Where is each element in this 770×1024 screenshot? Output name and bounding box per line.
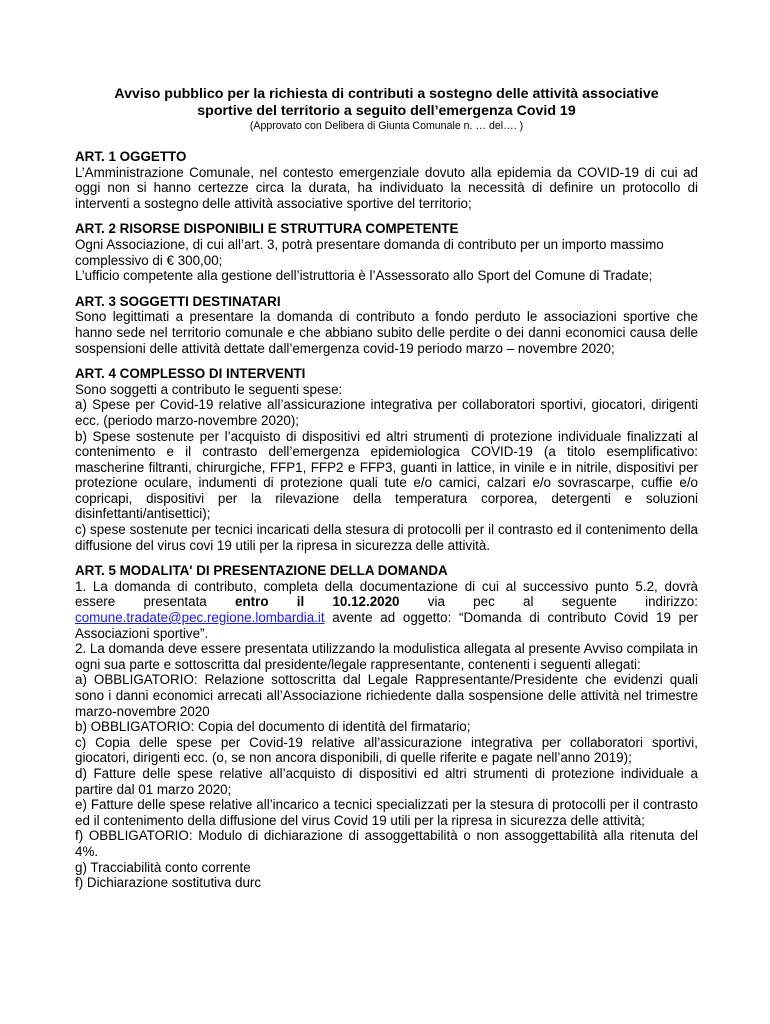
- art5-word: seguente: [561, 594, 617, 610]
- art5-word: presentata: [143, 594, 207, 610]
- art5-word: indirizzo:: [645, 594, 698, 610]
- art5-p1-subject: avente ad oggetto: “Domanda di contributo Covid 19 per Associazioni sportive”.: [75, 610, 698, 641]
- attachment-item-f2: f) Dichiarazione sostitutiva durc: [75, 875, 262, 891]
- art1-text: L’Amministrazione Comunale, nel contesto emergenziale dovuto alla epidemia da COVID-19 di cui ad oggi non si hanno certezze circa la durata, ha individuato la necessità di definire un protocollo di interventi a sostegno delle attività associative sportive del territorio;: [75, 164, 698, 211]
- attachment-item-a: a) OBBLIGATORIO: Relazione sottoscritta dal Legale Rappresentante/Presidente che evidenzi quali sono i danni economici arrecati all’Associazione richiedente dalla sospensione delle attività nel trimestre marzo-novembre 2020: [75, 672, 698, 719]
- art5-word: pec: [473, 594, 495, 610]
- art5-p1-line2: [75, 594, 698, 610]
- art2-paragraph-2: L’ufficio competente alla gestione dell’istruttoria è l’Assessorato allo Sport del Comune di Tradate;: [75, 268, 653, 284]
- art2-paragraph-1: Ogni Associazione, di cui all’art. 3, potrà presentare domanda di contributo per un importo massimo complessivo di € 300,00;: [75, 236, 664, 268]
- art4-item-b: b) Spese sostenute per l’acquisto di dispositivi ed altri strumenti di protezione individuale finalizzati al contenimento e il contrasto dell’emergenza epidemiologica COVID-19 (a titolo esemplificativo: mascherine filtranti, chirurgiche, FFP1, FFP2 e FFP3, guanti in lattice, in vinile e in nitrile, dispositivi per protezione oculare, indumenti di protezione quali tute e/o camici, calzari e/o sovrascarpe, cuffie e/o copricapi, dispositivi per la rilevazione della temperatura corporea, detergenti e soluzioni disinfettanti/antisettici);: [75, 428, 698, 522]
- art2-title: ART. 2 RISORSE DISPONIBILI E STRUTTURA COMPETENTE: [75, 221, 459, 237]
- attachment-item-g: g) Tracciabilità conto corrente: [75, 859, 251, 875]
- pec-email-link[interactable]: comune.tradate@pec.regione.lombardia.it: [75, 610, 325, 626]
- art5-p1-line1: 1. La domanda di contributo, completa della documentazione di cui al successivo punto 5.2, dovrà: [75, 578, 698, 594]
- document-page: [75, 86, 698, 901]
- art3-title: ART. 3 SOGGETTI DESTINATARI: [75, 293, 281, 309]
- art4-item-a: a) Spese per Covid-19 relative all’assicurazione integrativa per collaboratori sportivi, giocatori, dirigenti ecc. (periodo marzo-novembre 2020);: [75, 397, 698, 428]
- attachment-item-f: f) OBBLIGATORIO: Modulo di dichiarazione di assoggettabilità o non assoggettabilità alla ritenuta del 4%.: [75, 828, 698, 859]
- document-title-line2: sportive del territorio a seguito dell’emergenza Covid 19: [197, 103, 576, 119]
- attachment-item-e: e) Fatture delle spese relative all’incarico a tecnici specializzati per la stesura di protocolli per il contrasto ed il contenimento della diffusione del virus Covid 19 utili per la ripresa in sicurezza delle attività;: [75, 797, 698, 828]
- document-header: [75, 86, 698, 133]
- art5-word: essere: [75, 594, 116, 610]
- section-art2: [75, 221, 698, 283]
- art5-paragraph-2: 2. La domanda deve essere presentata utilizzando la modulistica allegata al presente Avviso compilata in ogni sua parte e sottoscritta dal presidente/legale rappresentante, contenenti i seguenti allegati:: [75, 641, 698, 672]
- section-art1: [75, 149, 698, 211]
- art5-word: al: [523, 594, 534, 610]
- document-title-line1: Avviso pubblico per la richiesta di contributi a sostegno delle attività associative: [114, 86, 659, 102]
- attachment-item-b: b) OBBLIGATORIO: Copia del documento di identità del firmatario;: [75, 719, 471, 735]
- art4-intro: Sono soggetti a contributo le seguenti spese:: [75, 381, 343, 397]
- section-art5: [75, 563, 698, 890]
- section-art4: [75, 366, 698, 553]
- deadline-word: il: [296, 594, 305, 610]
- deadline-date: 10.12.2020: [332, 594, 400, 610]
- art5-word: via: [427, 594, 445, 610]
- attachment-item-d: d) Fatture delle spese relative all’acquisto di dispositivi ed altri strumenti di protezione individuale a partire dal 01 marzo 2020;: [75, 765, 698, 797]
- attachment-item-c: c) Copia delle spese per Covid-19 relative all’assicurazione integrativa per collaboratori sportivi, giocatori, dirigenti ecc. (o, se non ancora disponibili, di quelle riferite e pagate nell’anno 2019);: [75, 734, 698, 766]
- art1-title: ART. 1 OGGETTO: [75, 149, 187, 164]
- document-subtitle: (Approvato con Delibera di Giunta Comunale n. … del…. ): [249, 120, 524, 132]
- deadline-word: entro: [235, 594, 269, 610]
- art4-item-c: c) spese sostenute per tecnici incaricati della stesura di protocolli per il contrasto ed il contenimento della diffusione del virus covi 19 utili per la ripresa in sicurezza delle attività.: [75, 522, 698, 553]
- art5-p1-rest: [75, 610, 698, 641]
- art5-title: ART. 5 MODALITA' DI PRESENTAZIONE DELLA DOMANDA: [75, 563, 448, 579]
- art4-title: ART. 4 COMPLESSO DI INTERVENTI: [75, 366, 306, 382]
- art3-text: Sono legittimati a presentare la domanda di contributo a fondo perduto le associazioni sportive che hanno sede nel territorio comunale e che abbiano subito delle perdite o dei danni economici causa delle sospensioni delle attività dettate dall’emergenza covid-19 periodo marzo – novembre 2020;: [75, 309, 698, 356]
- section-art3: [75, 294, 698, 356]
